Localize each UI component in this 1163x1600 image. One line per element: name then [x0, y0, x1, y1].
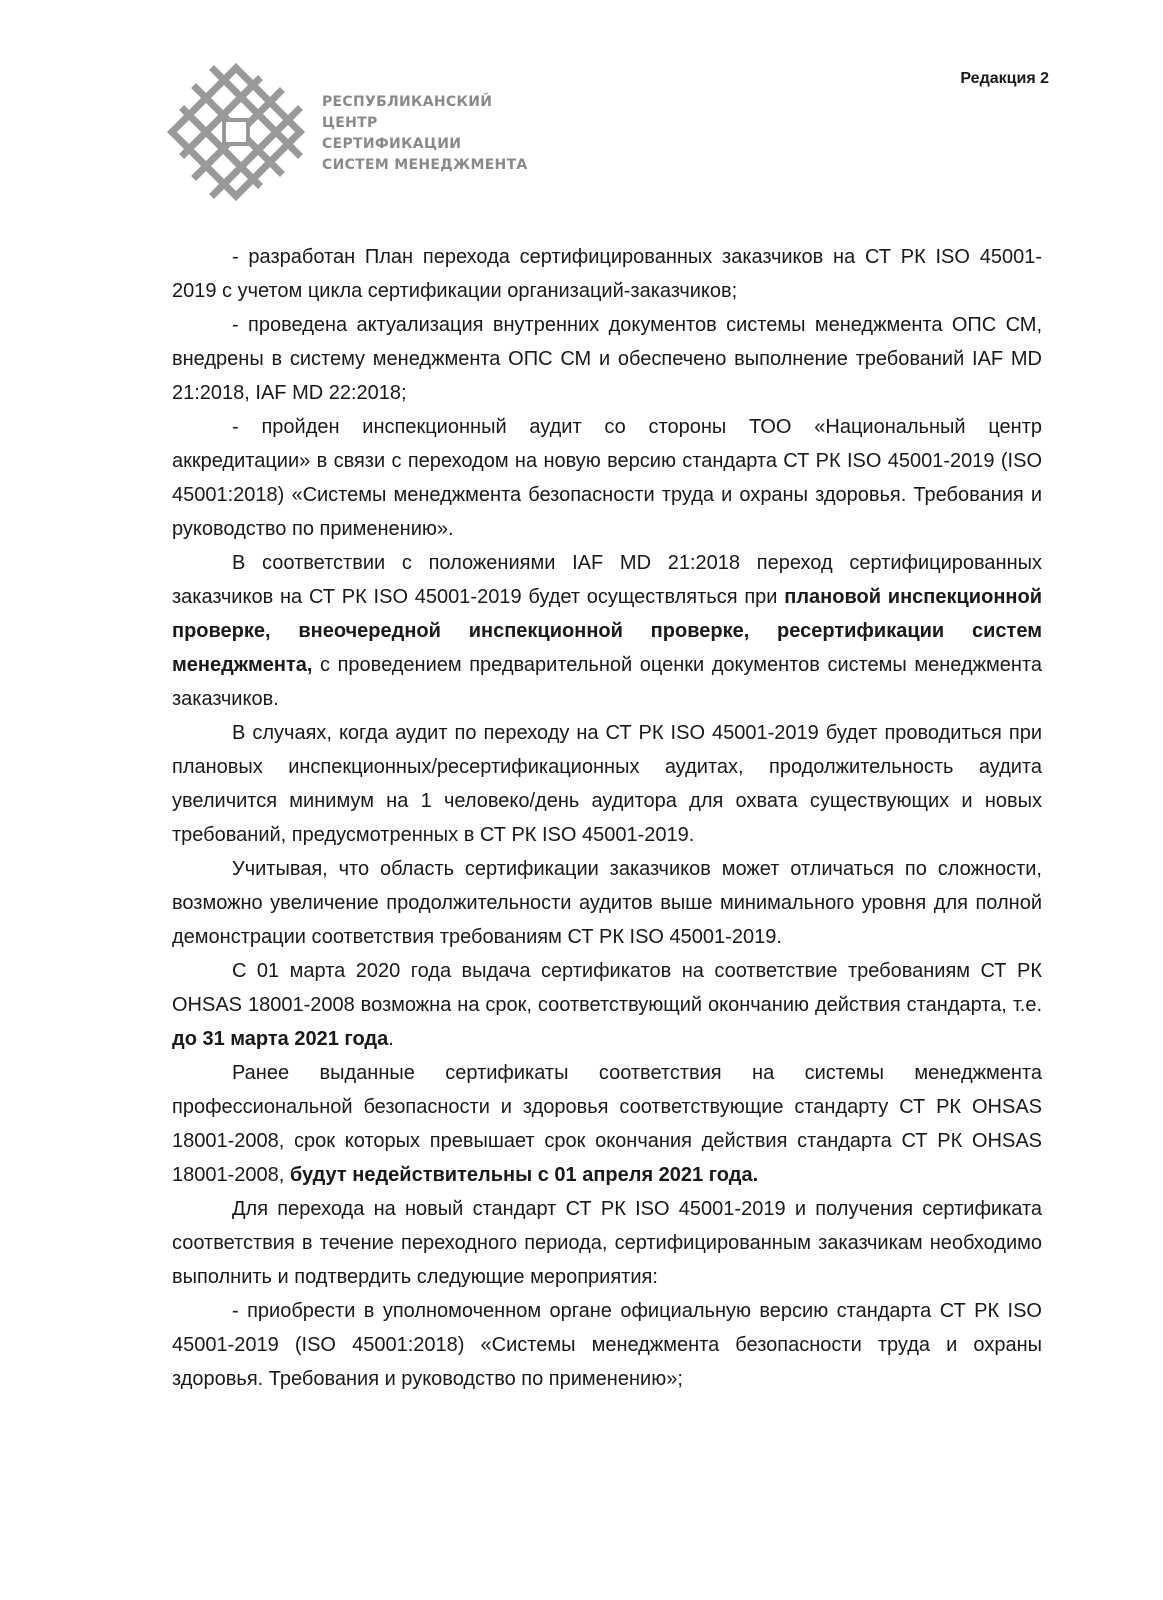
- paragraph-text: Учитывая, что область сертификации заказчиков может отличаться по сложности, возможно увеличение продолжительности аудитов выше минимального уровня для полной демонстрации соответствия требованиям СТ РК ISO 45001-2019.: [172, 858, 1042, 948]
- paragraph-text: - разработан План перехода сертифицированных заказчиков на СТ РК ISO 45001-2019 с учетом цикла сертификации организаций-заказчиков;: [172, 246, 1042, 302]
- paragraph: [172, 852, 1042, 954]
- paragraph: [172, 410, 1042, 546]
- paragraph-text: С 01 марта 2020 года выдача сертификатов на соответствие требованиям СТ РК OHSAS 18001-2008 возможна на срок, соответствующий окончанию действия стандарта, т.е.: [172, 960, 1042, 1016]
- paragraph: [172, 1294, 1042, 1396]
- paragraph: [172, 716, 1042, 852]
- paragraph-text: - пройден инспекционный аудит со стороны ТОО «Национальный центр аккредитации» в связи с переходом на новую версию стандарта СТ РК ISO 45001-2019 (ISO 45001:2018) «Системы менеджмента безопасности труда и охраны здоровья. Требования и руководство по применению».: [172, 416, 1042, 540]
- org-name: [322, 92, 528, 176]
- paragraph-text: В соответствии с положениями IAF MD 21:2018 переход сертифицированных заказчиков на СТ РК ISO 45001-2019 будет осуществляться при: [172, 552, 1042, 608]
- paragraph: [172, 954, 1042, 1056]
- edition-label: Редакция 2: [960, 70, 1049, 87]
- paragraph-text: Для перехода на новый стандарт СТ РК ISO 45001-2019 и получения сертификата соответствия в течение переходного периода, сертифицированным заказчикам необходимо выполнить и подтвердить следующие мероприятия:: [172, 1198, 1042, 1288]
- org-name-line: СЕРТИФИКАЦИИ: [322, 136, 462, 152]
- bold-text: плановой инспекционной проверке, внеочередной инспекционной проверке, ресертификации систем менеджмента,: [172, 586, 1042, 676]
- paragraph: [172, 308, 1042, 410]
- paragraph-text: - приобрести в уполномоченном органе официальную версию стандарта СТ РК ISO 45001-2019 (ISO 45001:2018) «Системы менеджмента безопасности труда и охраны здоровья. Требования и руководство по применению»;: [172, 1300, 1042, 1390]
- paragraph: [172, 240, 1042, 308]
- paragraph-text: В случаях, когда аудит по переходу на СТ РК ISO 45001-2019 будет проводиться при плановых инспекционных/ресертификационных аудитах, продолжительность аудита увеличится минимум на 1 человеко/день аудитора для охвата существующих и новых требований, предусмотренных в СТ РК ISO 45001-2019.: [172, 722, 1042, 846]
- paragraph-text: Ранее выданные сертификаты соответствия на системы менеджмента профессиональной безопасности и здоровья соответствующие стандарту СТ РК OHSAS 18001-2008, срок которых превышает срок окончания действия стандарта СТ РК OHSAS 18001-2008,: [172, 1062, 1042, 1186]
- org-name-line: СИСТЕМ МЕНЕДЖМЕНТА: [322, 157, 528, 173]
- bold-text: до 31 марта 2021 года: [172, 1028, 389, 1050]
- bold-text: будут недействительны с 01 апреля 2021 года.: [289, 1164, 759, 1186]
- paragraph: [172, 1192, 1042, 1294]
- paragraph: [172, 1056, 1042, 1192]
- document-body: [172, 240, 1042, 1396]
- paragraph-text: .: [388, 1028, 394, 1050]
- org-name-line: РЕСПУБЛИКАНСКИЙ: [322, 94, 493, 110]
- org-logo-icon: [162, 58, 310, 206]
- paragraph-text: - проведена актуализация внутренних документов системы менеджмента ОПС СМ, внедрены в систему менеджмента ОПС СМ и обеспечено выполнение требований IAF MD 21:2018, IAF MD 22:2018;: [172, 314, 1042, 404]
- org-name-line: ЦЕНТР: [322, 115, 378, 131]
- paragraph: [172, 546, 1042, 716]
- paragraph-text: с проведением предварительной оценки документов системы менеджмента заказчиков.: [172, 654, 1042, 710]
